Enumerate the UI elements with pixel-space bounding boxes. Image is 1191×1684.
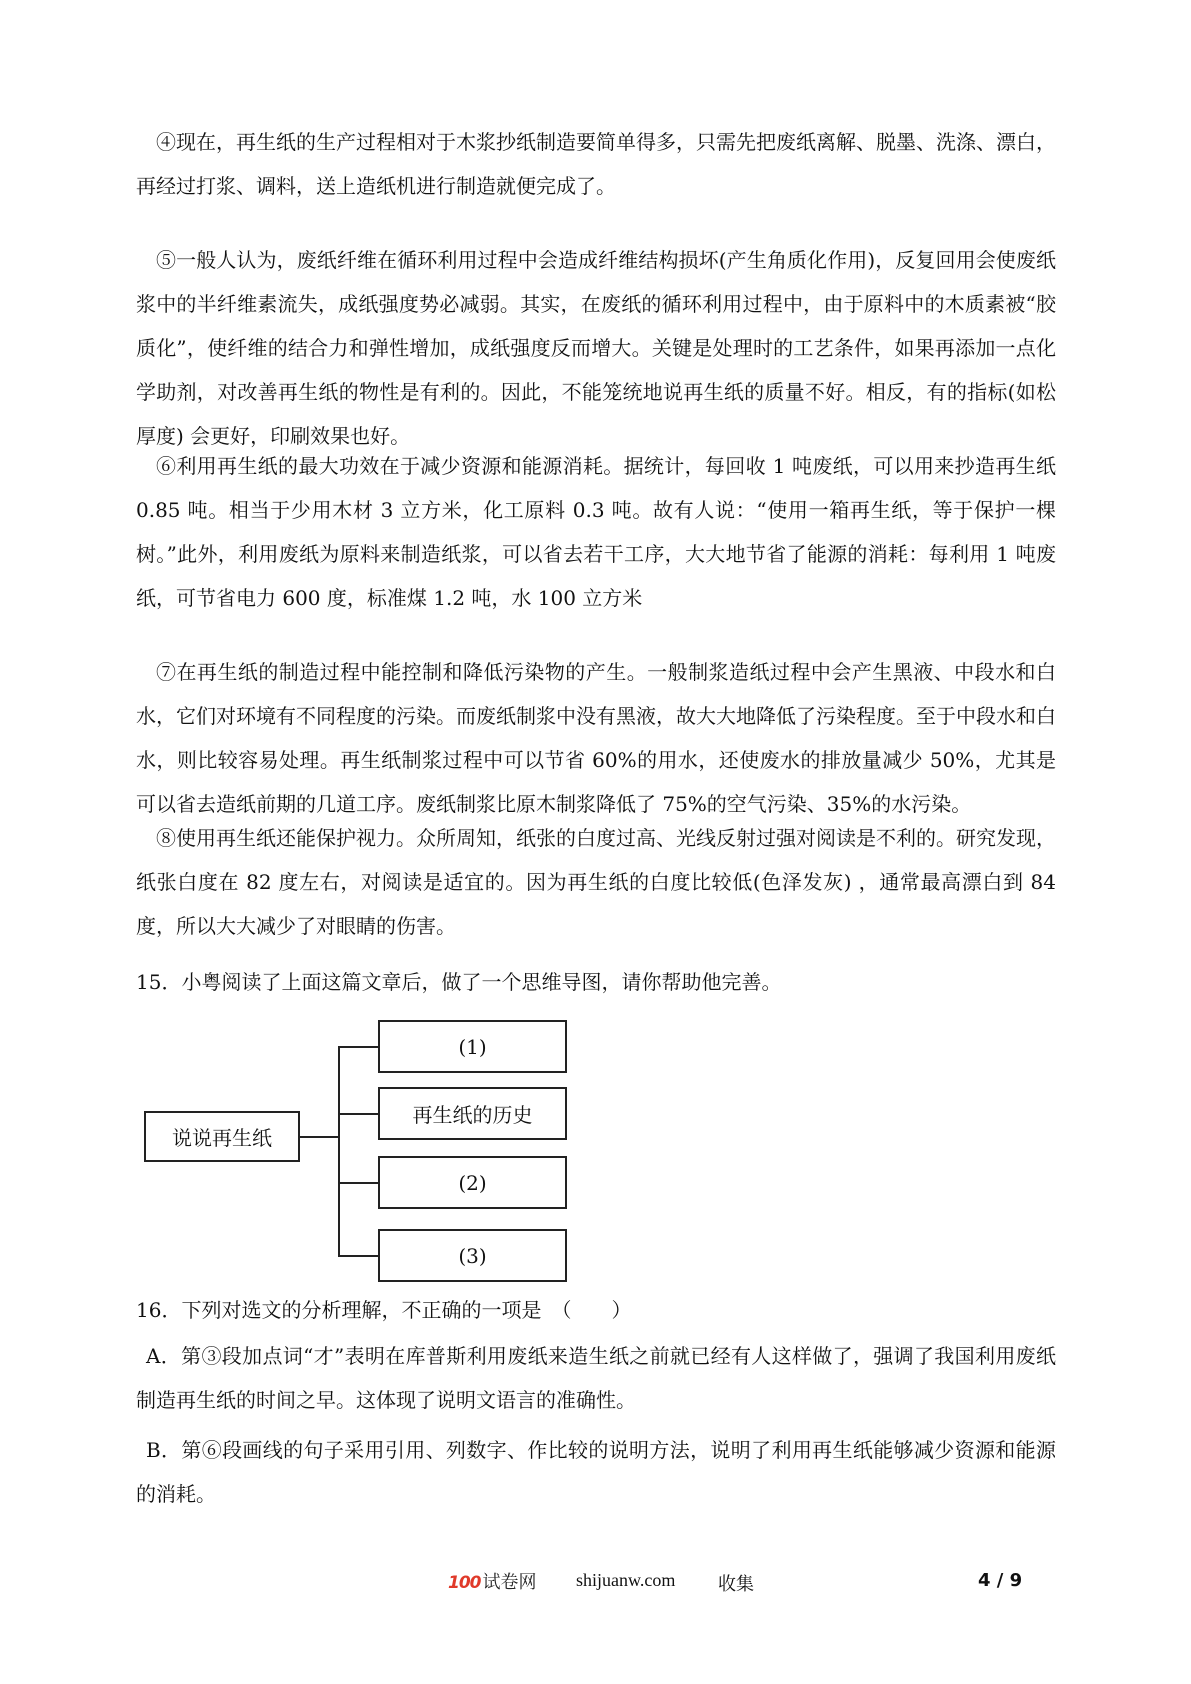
site-url[interactable]: shijuanw.com bbox=[576, 1570, 676, 1590]
paragraph-8 bbox=[136, 816, 1056, 948]
mind-map-root-box: 说说再生纸 bbox=[144, 1111, 300, 1162]
option-a-text: A．第③段加点词“才”表明在库普斯利用废纸来造生纸之前就已经有人这样做了，强调了我国利用废纸制造再生纸的时间之早。这体现了说明文语言的准确性。 bbox=[136, 1344, 1056, 1412]
mind-map-tick-3 bbox=[338, 1182, 378, 1184]
option-b-text: B．第⑥段画线的句子采用引用、列数字、作比较的说明方法，说明了利用再生纸能够减少资源和能源的消耗。 bbox=[136, 1438, 1056, 1506]
site-logo[interactable] bbox=[448, 1568, 537, 1594]
paragraph-4-text: ④现在，再生纸的生产过程相对于木浆抄纸制造要简单得多，只需先把废纸离解、脱墨、洗涤、漂白，再经过打浆、调料，送上造纸机进行制造就便完成了。 bbox=[136, 130, 1056, 198]
page-number: 4 / 9 bbox=[978, 1570, 1023, 1591]
mind-map-branch-3[interactable]: (2) bbox=[378, 1156, 567, 1209]
option-a[interactable] bbox=[136, 1334, 1056, 1422]
question-15-text: 15．小粤阅读了上面这篇文章后，做了一个思维导图，请你帮助他完善。 bbox=[136, 970, 782, 994]
question-16-text: 16．下列对选文的分析理解，不正确的一项是 （ ） bbox=[136, 1298, 632, 1322]
paragraph-5 bbox=[136, 238, 1056, 458]
question-16 bbox=[136, 1288, 1056, 1332]
mind-map-connector bbox=[300, 1136, 340, 1138]
mind-map-branch-1[interactable]: (1) bbox=[378, 1020, 567, 1073]
page-footer bbox=[0, 1562, 1191, 1602]
mind-map-tick-2 bbox=[338, 1113, 378, 1115]
mind-map-branch-2: 再生纸的历史 bbox=[378, 1087, 567, 1140]
option-b[interactable] bbox=[136, 1428, 1056, 1516]
logo-text: 试卷网 bbox=[482, 1572, 537, 1593]
paragraph-7 bbox=[136, 650, 1056, 826]
mind-map-tick-1 bbox=[338, 1046, 378, 1048]
paragraph-6 bbox=[136, 444, 1056, 620]
paragraph-4 bbox=[136, 120, 1056, 208]
logo-number: 100 bbox=[448, 1573, 481, 1593]
paragraph-8-text: ⑧使用再生纸还能保护视力。众所周知，纸张的白度过高、光线反射过强对阅读是不利的。研究发现，纸张白度在 82 度左右，对阅读是适宜的。因为再生纸的白度比较低(色泽发灰) ，通常最高漂白到 84 度，所以大大减少了对眼睛的伤害。 bbox=[136, 826, 1056, 938]
mind-map-tick-4 bbox=[338, 1255, 378, 1257]
paragraph-5-text: ⑤一般人认为，废纸纤维在循环利用过程中会造成纤维结构损坏(产生角质化作用)，反复回用会使废纸浆中的半纤维素流失，成纸强度势必减弱。其实，在废纸的循环利用过程中，由于原料中的木质素被“胶质化”，使纤维的结合力和弹性增加，成纸强度反而增大。关键是处理时的工艺条件，如果再添加一点化学助剂，对改善再生纸的物性是有利的。因此，不能笼统地说再生纸的质量不好。相反，有的指标(如松厚度) 会更好，印刷效果也好。 bbox=[136, 248, 1056, 448]
mind-map-bracket-line bbox=[338, 1046, 340, 1257]
collect-label: 收集 bbox=[718, 1574, 754, 1595]
paragraph-6-text: ⑥利用再生纸的最大功效在于减少资源和能源消耗。据统计，每回收 1 吨废纸，可以用来抄造再生纸 0.85 吨。相当于少用木材 3 立方米，化工原料 0.3 吨。故有人说：“使用一箱再生纸，等于保护一棵树。”此外，利用废纸为原料来制造纸浆，可以省去若干工序，大大地节省了能源的消耗：每利用 1 吨废纸，可节省电力 600 度，标准煤 1.2 吨，水 100 立方米 bbox=[136, 454, 1056, 610]
question-15 bbox=[136, 960, 1056, 1004]
paragraph-7-text: ⑦在再生纸的制造过程中能控制和降低污染物的产生。一般制浆造纸过程中会产生黑液、中段水和白水，它们对环境有不同程度的污染。而废纸制浆中没有黑液，故大大地降低了污染程度。至于中段水和白水，则比较容易处理。再生纸制浆过程中可以节省 60%的用水，还使废水的排放量减少 50%，尤其是可以省去造纸前期的几道工序。废纸制浆比原木制浆降低了 75%的空气污染、35%的水污染。 bbox=[136, 660, 1056, 816]
mind-map-branch-4[interactable]: (3) bbox=[378, 1229, 567, 1282]
